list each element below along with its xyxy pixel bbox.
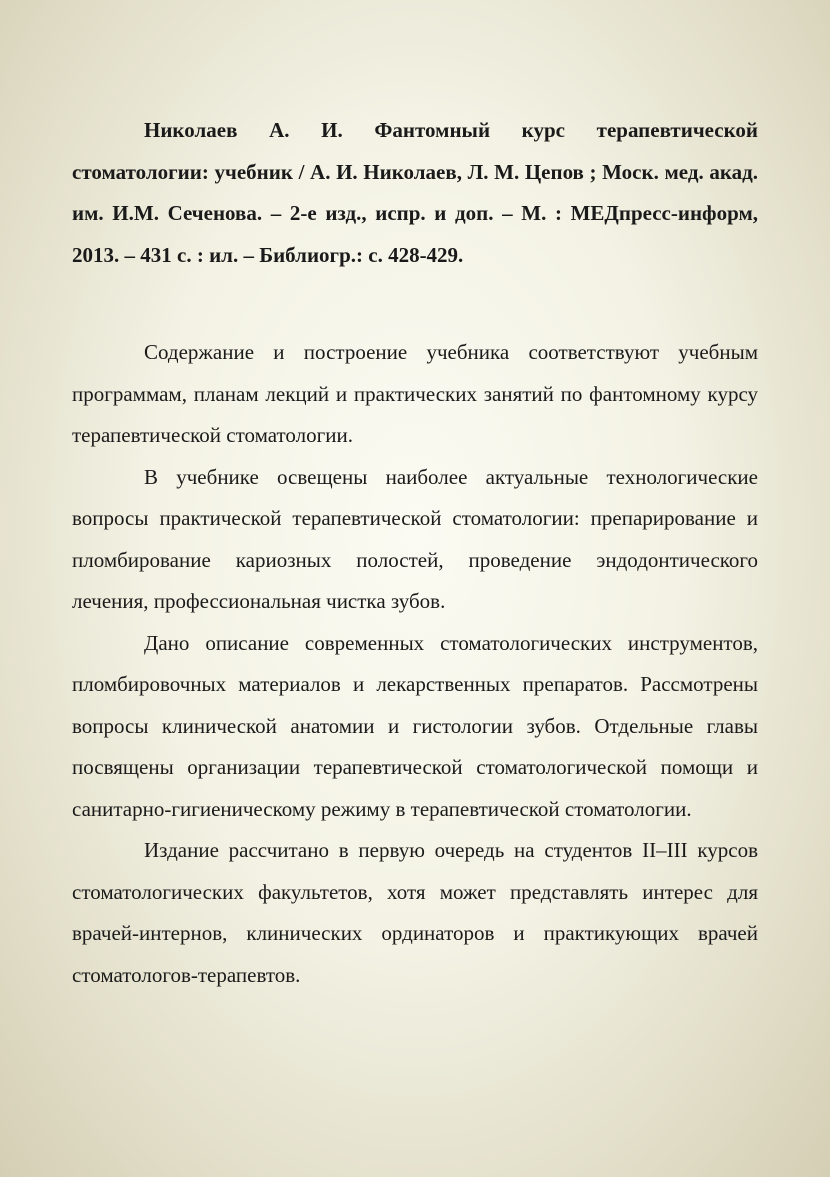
bibliographic-citation: Николаев А. И. Фантомный курс терапевтической стоматологии: учебник / А. И. Николаев, Л. М. Цепов ; Моск. мед. акад. им. И.М. Сеченова. – 2-е изд., испр. и доп. – М. : МЕДпресс-информ, 2013. – 431 с. : ил. – Библиогр.: с. 428-429.	[72, 118, 758, 267]
annotation-paragraph-4: Издание рассчитано в первую очередь на студентов II–III курсов стоматологических факультетов, хотя может представлять интерес для врачей-интернов, клинических ординаторов и практикующих врачей стоматологов-терапевтов.	[72, 838, 758, 987]
annotation-paragraph-2: В учебнике освещены наиболее актуальные технологические вопросы практической терапевтической стоматологии: препарирование и пломбирование кариозных полостей, проведение эндодонтического лечения, профессиональная чистка зубов.	[72, 464, 758, 613]
annotation-paragraph-1: Содержание и построение учебника соответствуют учебным программам, планам лекций и практических занятий по фантомному курсу терапевтической стоматологии.	[72, 340, 758, 447]
annotation-body	[72, 332, 758, 996]
annotation-paragraph-3: Дано описание современных стоматологических инструментов, пломбировочных материалов и лекарственных препаратов. Рассмотрены вопросы клинической анатомии и гистологии зубов. Отдельные главы посвящены организации терапевтической стоматологической помощи и санитарно-гигиеническому режиму в терапевтической стоматологии.	[72, 630, 758, 821]
